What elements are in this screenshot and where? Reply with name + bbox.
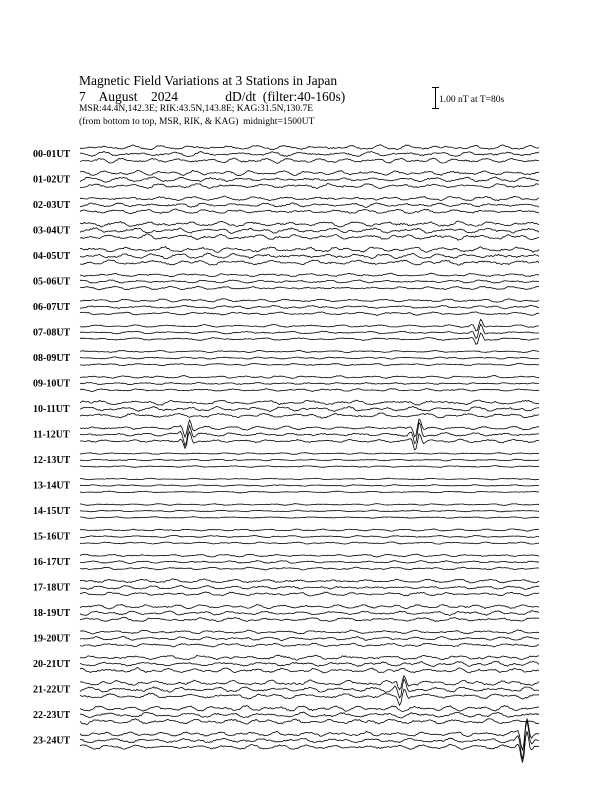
trace-rik: [80, 382, 539, 384]
trace-kag: [80, 689, 539, 705]
trace-rik: [80, 203, 539, 208]
trace-rik: [80, 510, 539, 512]
trace-rik: [80, 585, 539, 589]
trace-rik: [80, 459, 539, 461]
chart-title: Magnetic Field Variations at 3 Stations in Japan: [79, 73, 338, 88]
trace-rik: [80, 228, 539, 234]
trace-msr: [80, 400, 539, 405]
trace-rik: [80, 535, 539, 537]
trace-kag: [80, 333, 539, 344]
trace-msr: [80, 579, 539, 583]
trace-rik: [80, 406, 539, 411]
trace-msr: [80, 319, 539, 331]
trace-kag: [80, 413, 539, 418]
hour-label: 06-07UT: [33, 302, 71, 313]
trace-msr: [80, 504, 539, 506]
trace-msr: [80, 247, 539, 253]
hour-label: 00-01UT: [33, 149, 71, 160]
hour-label: 21-22UT: [33, 684, 71, 696]
trace-kag: [80, 719, 539, 725]
trace-rik: [80, 151, 539, 156]
hour-label: 07-08UT: [33, 327, 71, 339]
trace-msr: [80, 655, 539, 660]
hour-label: 16-17UT: [33, 557, 71, 568]
trace-kag: [80, 312, 539, 316]
trace-kag: [80, 158, 539, 163]
trace-kag: [80, 491, 539, 493]
trace-msr: [80, 196, 539, 201]
hour-label: 03-04UT: [33, 225, 71, 237]
hour-label: 15-16UT: [33, 531, 71, 543]
trace-msr: [80, 170, 539, 175]
trace-rik: [80, 357, 539, 359]
hour-label: 02-03UT: [33, 200, 71, 211]
trace-kag: [80, 363, 539, 365]
hour-label: 19-20UT: [33, 633, 71, 645]
hour-label: 01-02UT: [33, 174, 71, 186]
trace-kag: [80, 643, 539, 647]
trace-kag: [80, 617, 539, 621]
station-order-note: (from bottom to top, MSR, RIK, & KAG) midnight=1500UT: [79, 117, 315, 127]
trace-kag: [80, 592, 539, 596]
date-label: 7 August 2024: [79, 89, 179, 104]
trace-rik: [80, 661, 539, 666]
station-coordinates: MSR:44.4N,142.3E; RIK:43.5N,143.8E; KAG:31.5N,130.7E: [79, 104, 314, 114]
trace-kag: [80, 567, 539, 570]
trace-msr: [80, 554, 539, 557]
trace-rik: [80, 485, 539, 487]
trace-msr: [80, 221, 539, 227]
hour-label: 05-06UT: [33, 276, 71, 288]
hour-label: 12-13UT: [33, 455, 71, 466]
trace-kag: [80, 286, 539, 290]
trace-rik: [80, 720, 539, 759]
trace-rik: [80, 712, 539, 718]
trace-msr: [80, 453, 539, 455]
hour-label: 11-12UT: [33, 429, 70, 441]
hour-label: 10-11UT: [33, 404, 70, 415]
trace-kag: [80, 260, 539, 265]
trace-kag: [80, 517, 539, 519]
trace-rik: [80, 324, 539, 338]
hour-label: 18-19UT: [33, 608, 71, 619]
trace-rik: [80, 305, 539, 309]
trace-msr: [80, 273, 539, 277]
hour-label: 23-24UT: [33, 735, 71, 747]
trace-msr: [80, 376, 539, 379]
trace-msr: [80, 145, 539, 150]
trace-rik: [80, 636, 539, 640]
trace-msr: [80, 630, 539, 634]
hour-label: 08-09UT: [33, 353, 71, 364]
trace-kag: [80, 389, 539, 392]
trace-rik: [80, 561, 539, 564]
hour-label: 09-10UT: [33, 378, 71, 390]
hour-label: 13-14UT: [33, 480, 71, 492]
trace-rik: [80, 177, 539, 182]
trace-rik: [80, 280, 539, 283]
hour-label: 17-18UT: [33, 582, 71, 594]
trace-kag: [80, 234, 539, 240]
trace-kag: [80, 668, 539, 673]
hour-label: 14-15UT: [33, 506, 71, 517]
quantity-label: dD/dt (filter:40-160s): [225, 89, 346, 104]
trace-msr: [80, 529, 539, 531]
trace-kag: [80, 184, 539, 189]
trace-msr: [80, 299, 539, 303]
trace-msr: [80, 706, 539, 712]
scale-label: 1.00 nT at T=80s: [439, 95, 505, 105]
hour-label: 04-05UT: [33, 251, 71, 262]
trace-kag: [80, 466, 539, 468]
hour-label: 22-23UT: [33, 710, 71, 721]
trace-msr: [80, 350, 539, 352]
trace-kag: [80, 209, 539, 214]
trace-msr: [80, 605, 539, 609]
hour-label: 20-21UT: [33, 659, 71, 670]
trace-rik: [80, 611, 539, 616]
trace-kag: [80, 542, 539, 544]
trace-rik: [80, 253, 539, 259]
trace-msr: [80, 478, 539, 480]
